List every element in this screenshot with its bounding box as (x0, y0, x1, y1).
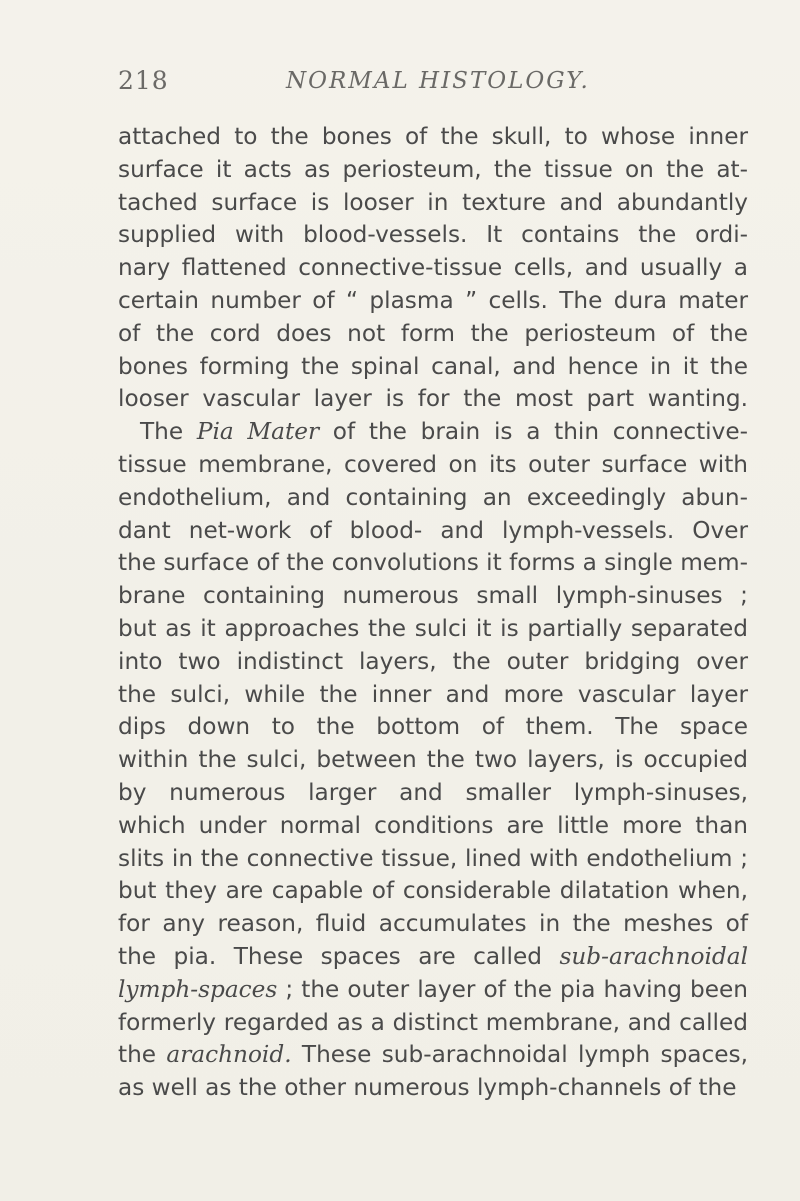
italic-term: lymph-spaces (118, 975, 278, 1003)
running-title: NORMAL HISTOLOGY. (286, 68, 590, 94)
text-line: surface it acts as periosteum, the tissue on the at- (118, 155, 748, 183)
text-line: formerly regarded as a distinct membrane, and called (118, 1008, 748, 1036)
text-line: dant net-work of blood- and lymph-vessels. Over (118, 516, 748, 544)
text-line: attached to the bones of the skull, to whose inner (118, 123, 748, 150)
text-line: which under normal conditions are little more than (118, 811, 748, 839)
text-line: nary flattened connective-tissue cells, and usually a (118, 254, 748, 282)
italic-term: Pia Mater (196, 418, 320, 446)
text-line: looser vascular layer is for the most part wanting. (118, 385, 748, 413)
text-line (118, 974, 748, 1007)
text-segment: ; the outer layer of the pia having been (277, 975, 748, 1003)
text-line: the sulci, while the inner and more vascular layer (118, 680, 748, 708)
page-number: 218 (118, 66, 169, 95)
text-line (118, 1039, 748, 1072)
text-segment: the (118, 1041, 167, 1069)
text-line: the pia. These spaces are called sub-arachnoidal (118, 942, 748, 970)
text-segment: These sub-arachnoidal lymph spaces, (291, 1041, 748, 1069)
text-line: dips down to the bottom of them. The space (118, 713, 748, 741)
italic-term: arachnoid. (166, 1041, 292, 1069)
italic-term: sub-arachnoidal (559, 942, 748, 970)
page-header (118, 66, 758, 106)
text-line: the surface of the convolutions it forms a single mem- (118, 549, 749, 577)
text-line: within the sulci, between the two layers, is occupied (118, 746, 748, 774)
text-line: by numerous larger and smaller lymph-sinuses, (118, 778, 748, 806)
text-line: brane containing numerous small lymph-sinuses ; (118, 582, 748, 610)
text-line: as well as the other numerous lymph-channels of the (118, 1074, 737, 1102)
text-segment: The (140, 418, 197, 446)
text-line: endothelium, and containing an exceedingly abun- (118, 483, 748, 511)
text-line: of the cord does not form the periosteum of the (118, 319, 748, 347)
text-line: tissue membrane, covered on its outer surface with (118, 450, 748, 478)
text-line: bones forming the spinal canal, and hence in it the (118, 352, 748, 380)
text-line: tached surface is looser in texture and abundantly (118, 188, 748, 216)
text-segment: of the brain is a thin connective- (319, 418, 748, 446)
text-line: but they are capable of considerable dilatation when, (118, 877, 748, 905)
text-line: supplied with blood-vessels. It contains the ordi- (118, 221, 748, 249)
body-text (118, 121, 748, 1105)
text-line: for any reason, fluid accumulates in the meshes of (118, 910, 748, 938)
text-line: into two indistinct layers, the outer bridging over (118, 647, 748, 675)
text-line: certain number of “ plasma ” cells. The dura mater (118, 286, 748, 314)
text-line: but as it approaches the sulci it is partially separated (118, 614, 748, 642)
text-line (118, 416, 748, 449)
text-line: slits in the connective tissue, lined with endothelium ; (118, 844, 748, 872)
